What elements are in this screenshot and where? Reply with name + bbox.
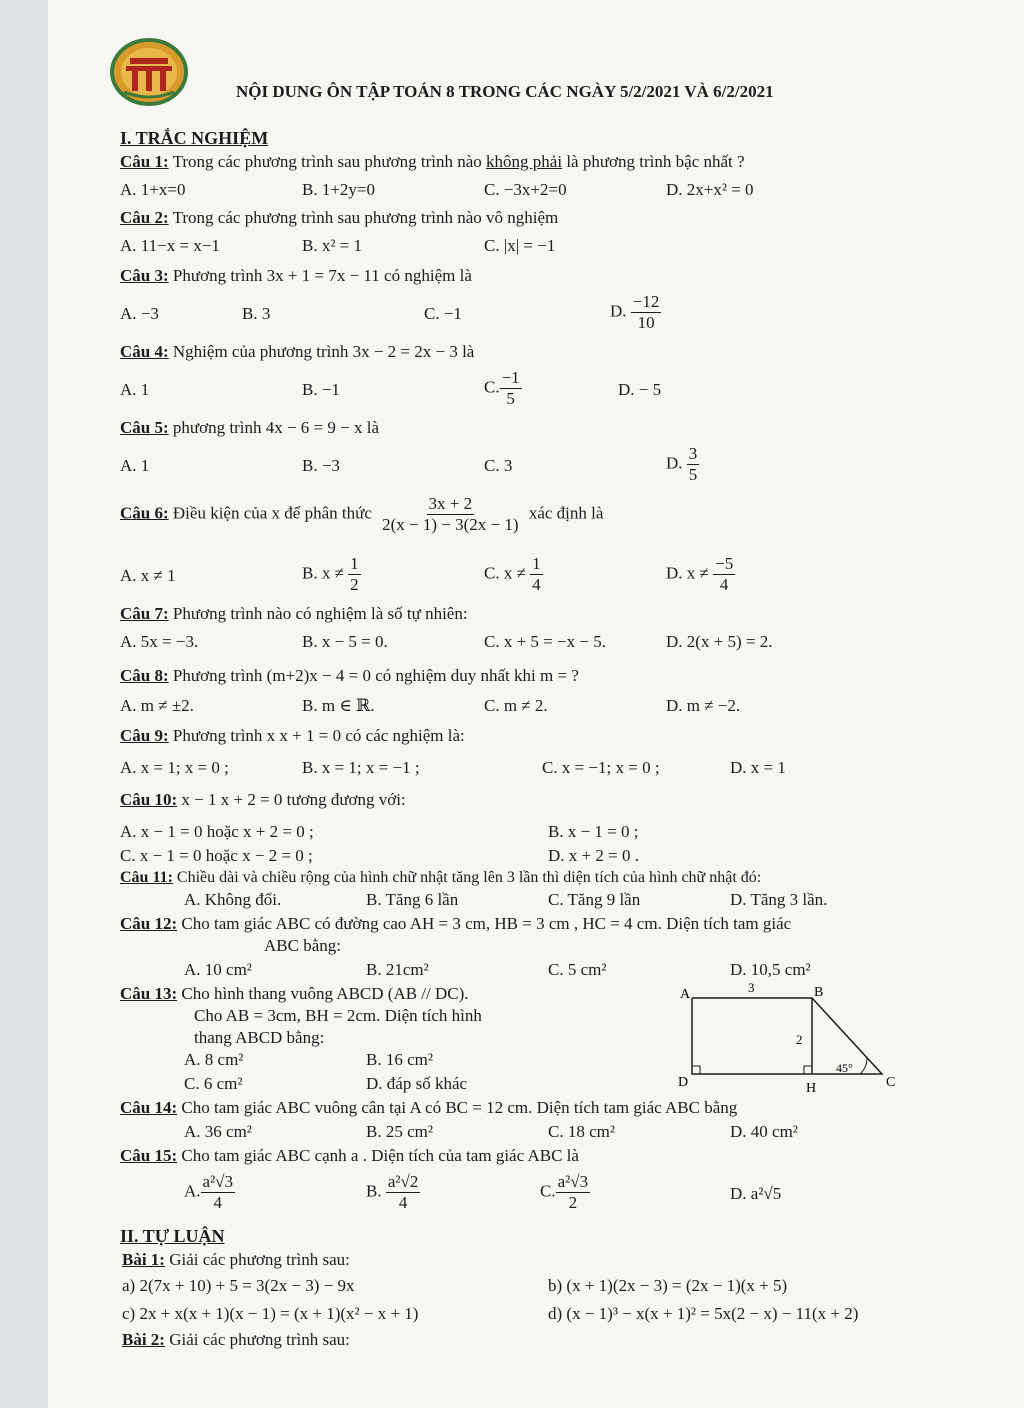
q6-option-c: C. x ≠ $\frac{1}{4}$ [484,554,541,594]
label-a: A [680,987,691,1002]
q1-option-d: D. 2x+x² = 0 [666,180,754,199]
trapezoid-figure [672,978,912,1098]
q4-option-d: D. − 5 [618,380,662,399]
q1-option-a: A. 1+x=0 [120,180,186,199]
section-essay: II. TỰ LUẬN [120,1226,225,1246]
q8-option-a: A. m ≠ ±2. [120,696,194,715]
q4-option-c: C. $\frac{-1}{5}$ [484,368,520,408]
right-angle-h [804,1066,812,1074]
label-c: C [886,1075,896,1090]
right-angle-d [692,1066,700,1074]
q3-option-a: A. −3 [120,304,159,323]
q15-option-a: A. $\frac{\text{a²√3}}{4}$ [184,1172,234,1212]
question-15: Câu 15: Cho tam giác ABC cạnh a . Diện tích của tam giác ABC là [120,1146,579,1165]
school-logo-icon [110,38,188,106]
q14-option-c: C. 18 cm² [548,1122,615,1141]
q8-option-b: B. m ∈ ℝ. [302,696,375,715]
q11-option-b: B. Tăng 6 lần [366,890,459,909]
q3-option-c: C. −1 [424,304,462,323]
question-4: Câu 4: Nghiệm của phương trình 3x − 2 = 2x − 3 là [120,342,475,361]
q5-option-d: D. $\frac{3}{5}$ [666,444,698,484]
label-b: B [814,985,824,1000]
q13-option-a: A. 8 cm² [184,1050,244,1069]
q15-option-c: C. $\frac{\text{a²√3}}{2}$ [540,1172,589,1212]
label-d: D [678,1075,689,1090]
q12-option-c: C. 5 cm² [548,960,607,979]
q7-option-b: B. x − 5 = 0. [302,632,388,651]
question-11: Câu 11: Chiều dài và chiều rộng của hình chữ nhật tăng lên 3 lần thì diện tích của hình chữ nhật đó: [120,869,762,886]
q12-option-d: D. 10,5 cm² [730,960,811,979]
q9-option-d: D. x = 1 [730,758,786,777]
q9-option-a: A. x = 1; x = 0 ; [120,758,229,777]
question-3: Câu 3: Phương trình 3x + 1 = 7x − 11 có nghiệm là [120,266,472,285]
q1-option-c: C. −3x+2=0 [484,180,567,199]
question-13: Câu 13: Cho hình thang vuông ABCD (AB // DC). [120,984,469,1003]
question-7: Câu 7: Phương trình nào có nghiệm là số tự nhiên: [120,604,468,623]
q15-option-d: D. a²√5 [730,1184,782,1203]
q4-option-b: B. −1 [302,380,340,399]
question-12: Câu 12: Cho tam giác ABC có đường cao AH = 3 cm, HB = 3 cm , HC = 4 cm. Diện tích tam giác [120,914,792,933]
q11-option-a: A. Không đổi. [184,890,282,909]
q3-option-d: D. $\frac{-12}{10}$ [610,292,660,332]
q6-option-b: B. x ≠ $\frac{1}{2}$ [302,554,359,594]
question-1: Câu 1: Trong các phương trình sau phương trình nào không phải là phương trình bậc nhất ? [120,152,745,171]
question-2: Câu 2: Trong các phương trình sau phương trình nào vô nghiệm [120,208,559,227]
q11-option-c: C. Tăng 9 lần [548,890,641,909]
section-multiple-choice: I. TRẮC NGHIỆM [120,128,269,148]
q11-option-d: D. Tăng 3 lần. [730,890,828,909]
label-ab-length: 3 [748,980,755,995]
bai1-a: a) 2(7x + 10) + 5 = 3(2x − 3) − 9x [122,1276,355,1295]
question-8: Câu 8: Phương trình (m+2)x − 4 = 0 có nghiệm duy nhất khi m = ? [120,666,579,685]
q2-option-c: C. |x| = −1 [484,236,556,255]
q6-option-a: A. x ≠ 1 [120,566,176,585]
page-title: NỘI DUNG ÔN TẬP TOÁN 8 TRONG CÁC NGÀY 5/2/2021 VÀ 6/2/2021 [236,82,774,101]
question-5: Câu 5: phương trình 4x − 6 = 9 − x là [120,418,379,437]
question-12-cont: ABC bằng: [264,936,341,955]
q14-option-a: A. 36 cm² [184,1122,252,1141]
question-14: Câu 14: Cho tam giác ABC vuông cân tại A có BC = 12 cm. Diện tích tam giác ABC bằng [120,1098,738,1117]
bai-2: Bài 2: Giải các phương trình sau: [122,1330,350,1349]
q14-option-d: D. 40 cm² [730,1122,798,1141]
q2-option-a: A. 11−x = x−1 [120,236,220,255]
question-13-line2: Cho AB = 3cm, BH = 2cm. Diện tích hình [194,1006,482,1025]
question-10: Câu 10: x − 1 x + 2 = 0 tương đương với: [120,790,406,809]
q7-option-a: A. 5x = −3. [120,632,199,651]
q6-option-d: D. x ≠ $\frac{-5}{4}$ [666,554,734,594]
label-bh-length: 2 [796,1032,803,1047]
question-6: Câu 6: Điều kiện của x để phân thức $\frac{3x + 2}{2(x - 1) - 3(2x - 1)}$ xác định là [120,494,604,534]
q10-option-b: B. x − 1 = 0 ; [548,822,639,841]
bai1-c: c) 2x + x(x + 1)(x − 1) = (x + 1)(x² − x + 1) [122,1304,419,1323]
bai1-b: b) (x + 1)(2x − 3) = (2x − 1)(x + 5) [548,1276,788,1295]
q9-option-b: B. x = 1; x = −1 ; [302,758,420,777]
angle-arc-c [860,1058,867,1074]
q3-option-b: B. 3 [242,304,271,323]
q13-option-c: C. 6 cm² [184,1074,243,1093]
label-h: H [806,1081,817,1096]
question-13-line3: thang ABCD bằng: [194,1028,325,1047]
q10-option-c: C. x − 1 = 0 hoặc x − 2 = 0 ; [120,846,313,865]
q12-option-b: B. 21cm² [366,960,429,979]
q10-option-d: D. x + 2 = 0 . [548,846,639,865]
q2-option-b: B. x² = 1 [302,236,363,255]
q7-option-d: D. 2(x + 5) = 2. [666,632,773,651]
q15-option-b: B. $\frac{\text{a²√2}}{4}$ [366,1172,419,1212]
q7-option-c: C. x + 5 = −x − 5. [484,632,606,651]
q5-option-c: C. 3 [484,456,513,475]
bai-1: Bài 1: Giải các phương trình sau: [122,1250,350,1269]
q9-option-c: C. x = −1; x = 0 ; [542,758,660,777]
q8-option-d: D. m ≠ −2. [666,696,741,715]
trapezoid-outline [692,998,882,1074]
q14-option-b: B. 25 cm² [366,1122,433,1141]
q12-option-a: A. 10 cm² [184,960,252,979]
q5-option-a: A. 1 [120,456,150,475]
q10-option-a: A. x − 1 = 0 hoặc x + 2 = 0 ; [120,822,314,841]
q1-option-b: B. 1+2y=0 [302,180,376,199]
bai1-d: d) (x − 1)³ − x(x + 1)² = 5x(2 − x) − 11(x + 2) [548,1304,859,1323]
q8-option-c: C. m ≠ 2. [484,696,548,715]
q5-option-b: B. −3 [302,456,340,475]
q13-option-b: B. 16 cm² [366,1050,433,1069]
question-9: Câu 9: Phương trình x x + 1 = 0 có các nghiệm là: [120,726,465,745]
q13-option-d: D. đáp số khác [366,1074,468,1093]
label-angle: 45° [836,1061,853,1075]
q4-option-a: A. 1 [120,380,150,399]
